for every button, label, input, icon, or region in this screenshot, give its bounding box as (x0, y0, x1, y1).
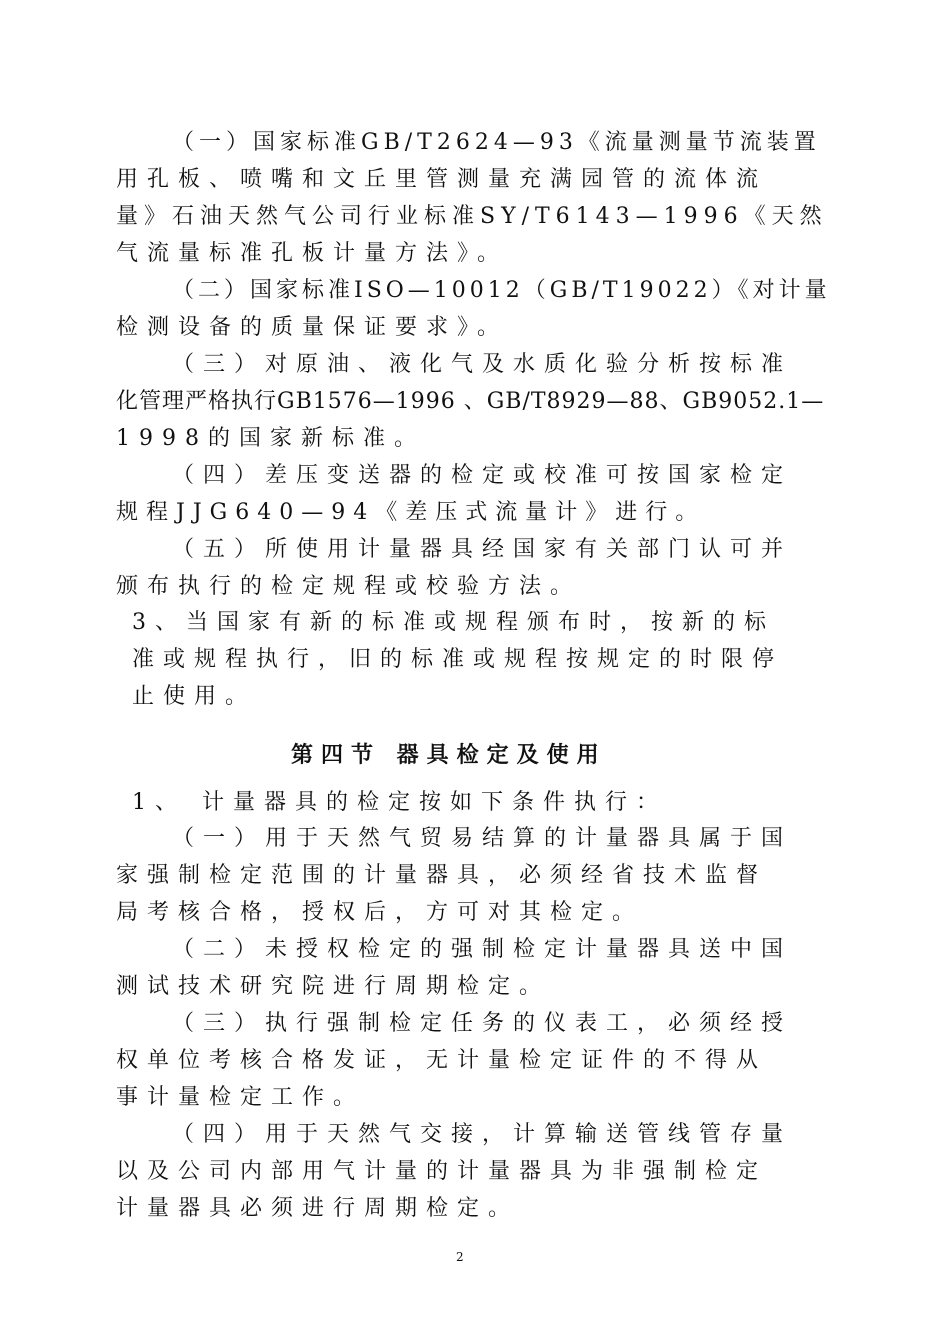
text-line: （三）对原油、液化气及水质化验分析按标准 (172, 352, 793, 377)
text-line: 局考核合格，授权后，方可对其检定。 (116, 900, 644, 925)
text-line: （一）国家标准GB/T2624—93《流量测量节流装置 (172, 130, 821, 155)
page-number: 2 (456, 1250, 464, 1264)
text-line: 测试技术研究院进行周期检定。 (116, 974, 551, 999)
text-line: 1、 计量器具的检定按如下条件执行： (132, 790, 667, 815)
text-line: （二）未授权检定的强制检定计量器具送中国 (172, 937, 793, 962)
text-line: （一）用于天然气贸易结算的计量器具属于国 (172, 826, 793, 851)
text-line: （三）执行强制检定任务的仪表工，必须经授 (172, 1011, 793, 1036)
text-line: 计量器具必须进行周期检定。 (116, 1196, 520, 1221)
text-line: 量》石油天然气公司行业标准SY/T6143—1996《天然 (116, 204, 828, 229)
text-line: 规程JJG640—94《差压式流量计》进行。 (116, 500, 706, 525)
text-line: 气流量标准孔板计量方法》。 (116, 241, 509, 266)
text-line: （四）差压变送器的检定或校准可按国家检定 (172, 463, 793, 488)
text-line: 止使用。 (132, 684, 257, 709)
text-line: 检测设备的质量保证要求》。 (116, 315, 509, 340)
text-line: （五）所使用计量器具经国家有关部门认可并 (172, 537, 793, 562)
text-line: （四）用于天然气交接，计算输送管线管存量 (172, 1122, 793, 1147)
text-line: 3、当国家有新的标准或规程颁布时，按新的标 (132, 610, 775, 635)
section-heading: 第四节 器具检定及使用 (291, 743, 607, 768)
text-line: 准或规程执行，旧的标准或规程按规定的时限停 (132, 647, 784, 672)
text-line: 用孔板、喷嘴和文丘里管测量充满园管的流体流 (116, 167, 768, 192)
text-line: 权单位考核合格发证，无计量检定证件的不得从 (116, 1048, 768, 1073)
text-line: 1998的国家新标准。 (116, 426, 425, 451)
text-line: 事计量检定工作。 (116, 1085, 365, 1110)
text-line: 家强制检定范围的计量器具，必须经省技术监督 (116, 863, 768, 888)
text-line: 化管理严格执行GB1576—1996 、GB/T8929—88、GB9052.1— (116, 389, 825, 414)
text-line: （二）国家标准ISO—10012（GB/T19022）《对计量 (172, 278, 831, 303)
text-line: 以及公司内部用气计量的计量器具为非强制检定 (116, 1159, 768, 1184)
text-line: 颁布执行的检定规程或校验方法。 (116, 574, 582, 599)
